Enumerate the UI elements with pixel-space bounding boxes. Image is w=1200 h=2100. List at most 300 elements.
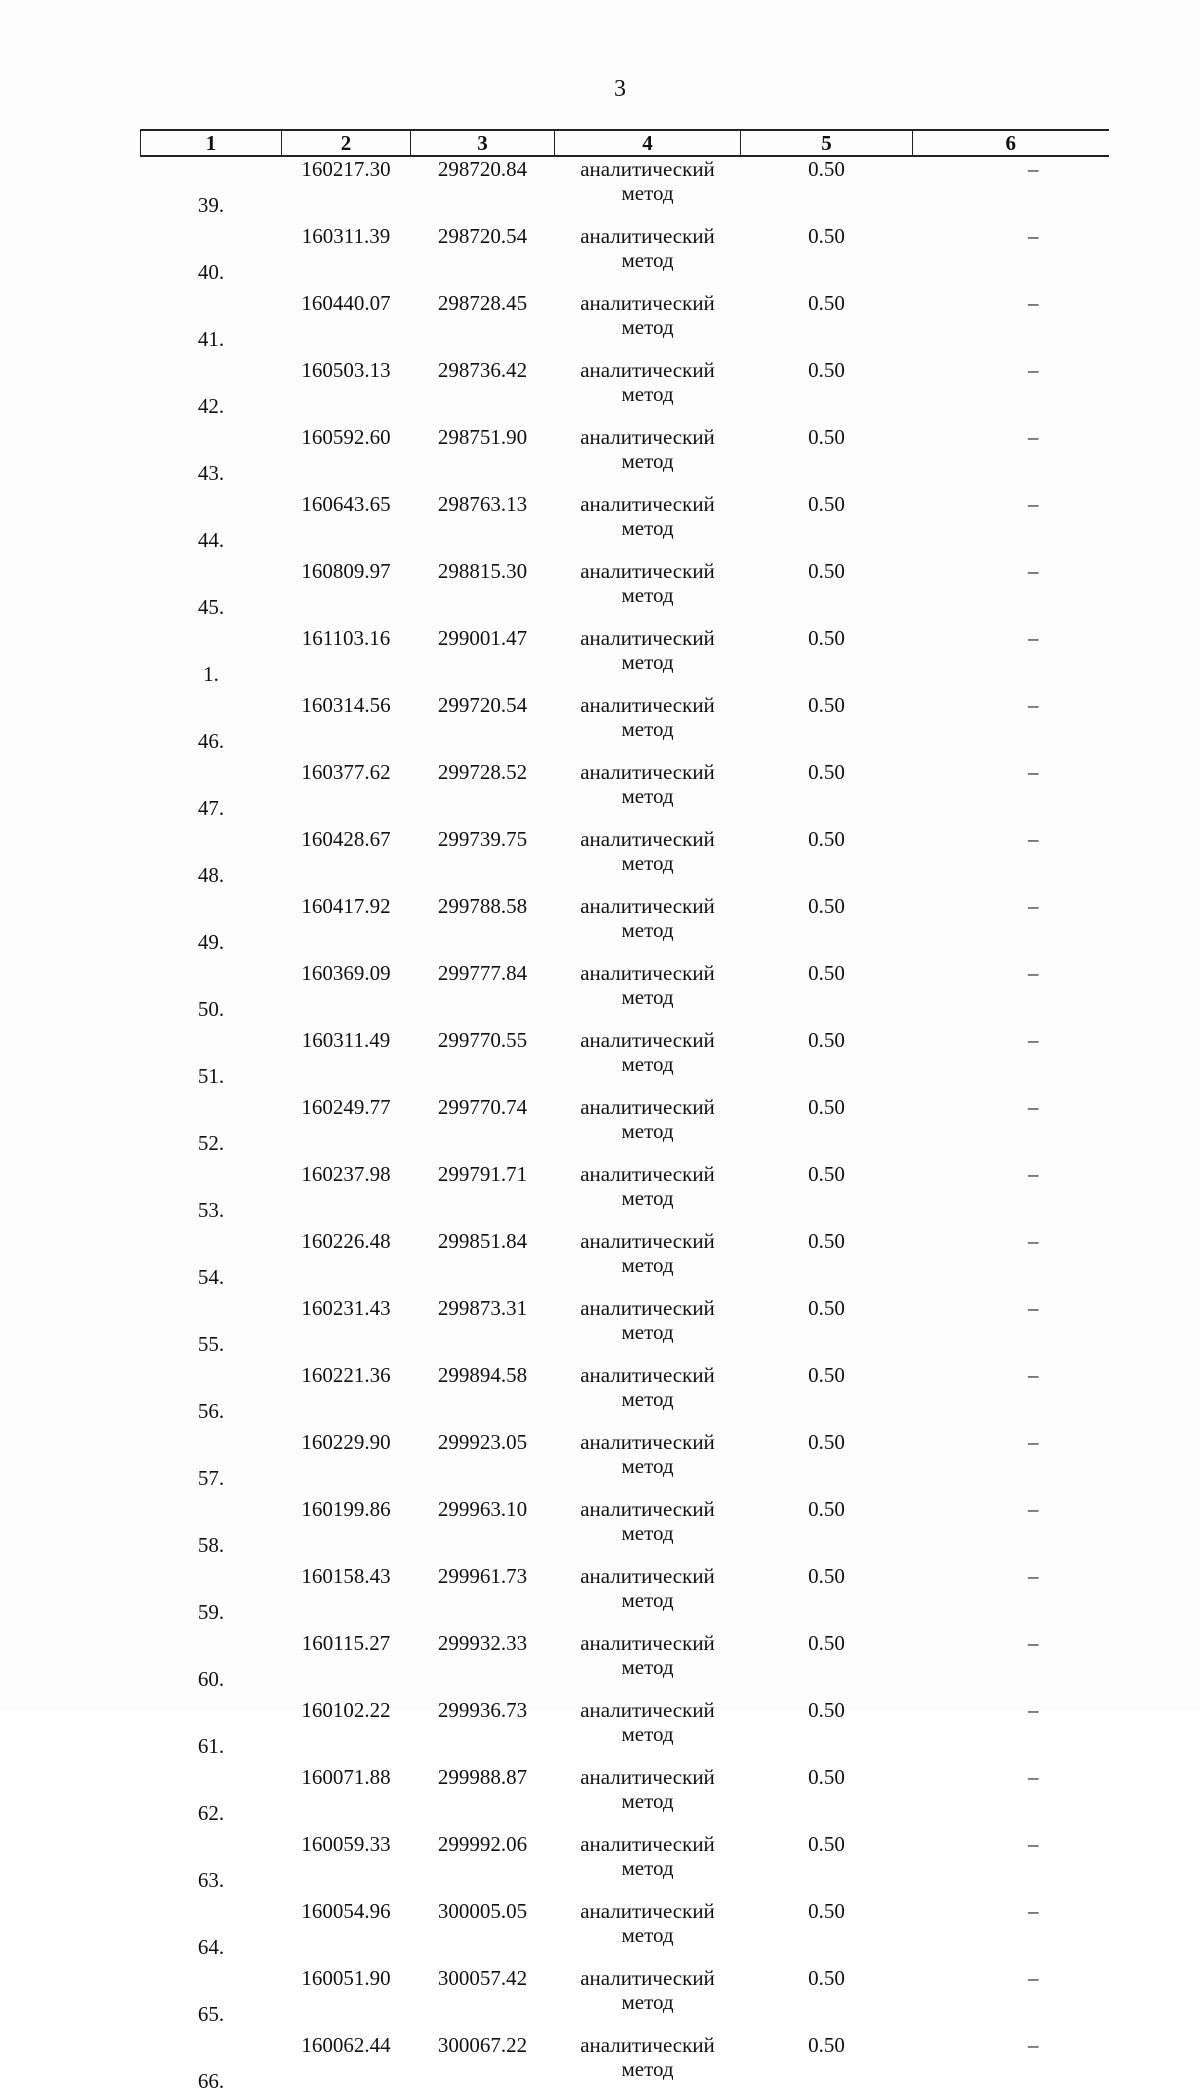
accuracy-value: 0.50 — [808, 760, 845, 784]
description-cell — [913, 1631, 1109, 1698]
accuracy-value: 0.50 — [808, 1631, 845, 1655]
y-coordinate-cell-text: 299728.52 — [437, 760, 528, 784]
description-value: – — [1028, 291, 1039, 315]
y-coordinate-cell-text: 299988.87 — [437, 1765, 528, 1789]
table-row — [141, 1028, 1109, 1095]
method-line-2: метод — [621, 1655, 674, 1679]
method-cell — [555, 1765, 741, 1832]
x-coordinate-cell — [282, 2033, 411, 2100]
point-number-cell-text: 46. — [197, 729, 225, 753]
point-number-cell — [141, 559, 282, 626]
point-number-cell-text: 60. — [197, 1667, 225, 1691]
method-line-1: аналитический — [580, 157, 715, 181]
description-cell — [913, 1229, 1109, 1296]
x-coordinate-cell-text: 160809.97 — [301, 559, 391, 583]
method-line-2: метод — [621, 851, 674, 875]
method-line-2: метод — [621, 717, 674, 741]
y-coordinate-cell-text: 299894.58 — [437, 1363, 528, 1387]
point-number-cell-text: 59. — [197, 1600, 225, 1624]
description-value: – — [1028, 961, 1039, 985]
x-coordinate-cell-text: 160051.90 — [301, 1966, 391, 1990]
table-row — [141, 1296, 1109, 1363]
accuracy-cell — [741, 2033, 913, 2100]
point-number-cell — [141, 425, 282, 492]
accuracy-cell — [741, 425, 913, 492]
method-cell — [555, 224, 741, 291]
point-number-cell — [141, 358, 282, 425]
y-coordinate-cell — [411, 1899, 555, 1966]
method-cell — [555, 1229, 741, 1296]
y-coordinate-cell — [411, 156, 555, 224]
y-coordinate-cell — [411, 492, 555, 559]
description-cell — [913, 827, 1109, 894]
x-coordinate-cell — [282, 693, 411, 760]
point-number-cell — [141, 1028, 282, 1095]
method-line-1: аналитический — [580, 1229, 715, 1253]
method-line-1: аналитический — [580, 827, 715, 851]
description-value: – — [1028, 894, 1039, 918]
header-col-5: 5 — [741, 130, 913, 156]
description-value: – — [1028, 693, 1039, 717]
method-line-2: метод — [621, 1320, 674, 1344]
x-coordinate-cell — [282, 1966, 411, 2033]
y-coordinate-cell-text: 299770.74 — [437, 1095, 528, 1119]
description-cell — [913, 1095, 1109, 1162]
x-coordinate-cell-text: 161103.16 — [301, 626, 391, 650]
method-cell — [555, 1028, 741, 1095]
method-line-2: метод — [621, 1387, 674, 1411]
y-coordinate-cell — [411, 894, 555, 961]
method-cell — [555, 425, 741, 492]
method-line-2: метод — [621, 1923, 674, 1947]
method-cell — [555, 827, 741, 894]
accuracy-value: 0.50 — [808, 1899, 845, 1923]
y-coordinate-cell — [411, 760, 555, 827]
x-coordinate-cell-text: 160417.92 — [301, 894, 391, 918]
description-cell — [913, 693, 1109, 760]
table-row — [141, 425, 1109, 492]
y-coordinate-cell-text: 299923.05 — [437, 1430, 528, 1454]
accuracy-value: 0.50 — [808, 626, 845, 650]
method-line-1: аналитический — [580, 626, 715, 650]
accuracy-value: 0.50 — [808, 894, 845, 918]
accuracy-cell — [741, 1497, 913, 1564]
method-line-2: метод — [621, 1253, 674, 1277]
y-coordinate-cell-text: 299936.73 — [437, 1698, 528, 1722]
table-row — [141, 1899, 1109, 1966]
table-row — [141, 156, 1109, 224]
x-coordinate-cell — [282, 827, 411, 894]
header-row — [141, 130, 1109, 156]
y-coordinate-cell-text: 299963.10 — [437, 1497, 528, 1521]
accuracy-value: 0.50 — [808, 492, 845, 516]
point-number-cell — [141, 626, 282, 693]
description-value: – — [1028, 1430, 1039, 1454]
point-number-cell-text: 49. — [197, 930, 225, 954]
y-coordinate-cell — [411, 827, 555, 894]
y-coordinate-cell-text: 299770.55 — [437, 1028, 528, 1052]
point-number-cell-text: 63. — [197, 1868, 225, 1892]
description-value: – — [1028, 1229, 1039, 1253]
point-number-cell — [141, 1765, 282, 1832]
point-number-cell-text: 40. — [197, 260, 225, 284]
method-line-1: аналитический — [580, 693, 715, 717]
accuracy-value: 0.50 — [808, 1497, 845, 1521]
method-cell — [555, 1832, 741, 1899]
table-row — [141, 626, 1109, 693]
method-cell — [555, 1363, 741, 1430]
table-row — [141, 760, 1109, 827]
y-coordinate-cell — [411, 291, 555, 358]
y-coordinate-cell-text: 298720.84 — [437, 157, 528, 181]
point-number-cell-text: 44. — [197, 528, 225, 552]
method-line-2: метод — [621, 449, 674, 473]
x-coordinate-cell — [282, 1765, 411, 1832]
x-coordinate-cell — [282, 425, 411, 492]
accuracy-value: 0.50 — [808, 1966, 845, 1990]
y-coordinate-cell — [411, 1095, 555, 1162]
x-coordinate-cell-text: 160311.39 — [301, 224, 391, 248]
description-value: – — [1028, 1765, 1039, 1789]
accuracy-value: 0.50 — [808, 1028, 845, 1052]
y-coordinate-cell — [411, 559, 555, 626]
table-header — [141, 130, 1109, 156]
method-line-2: метод — [621, 1454, 674, 1478]
y-coordinate-cell — [411, 1296, 555, 1363]
description-value: – — [1028, 157, 1039, 181]
point-number-cell-text: 61. — [197, 1734, 225, 1758]
description-cell — [913, 358, 1109, 425]
y-coordinate-cell — [411, 626, 555, 693]
point-number-cell — [141, 1497, 282, 1564]
x-coordinate-cell — [282, 291, 411, 358]
accuracy-cell — [741, 358, 913, 425]
method-line-2: метод — [621, 2057, 674, 2081]
accuracy-cell — [741, 1028, 913, 1095]
description-cell — [913, 1899, 1109, 1966]
x-coordinate-cell-text: 160115.27 — [301, 1631, 391, 1655]
y-coordinate-cell — [411, 1229, 555, 1296]
description-value: – — [1028, 559, 1039, 583]
x-coordinate-cell-text: 160199.86 — [301, 1497, 391, 1521]
method-line-1: аналитический — [580, 1765, 715, 1789]
x-coordinate-cell — [282, 559, 411, 626]
table-row — [141, 1363, 1109, 1430]
method-line-1: аналитический — [580, 1698, 715, 1722]
accuracy-cell — [741, 827, 913, 894]
description-value: – — [1028, 1832, 1039, 1856]
description-value: – — [1028, 1631, 1039, 1655]
method-line-1: аналитический — [580, 224, 715, 248]
x-coordinate-cell-text: 160249.77 — [301, 1095, 391, 1119]
method-line-2: метод — [621, 1521, 674, 1545]
y-coordinate-cell-text: 299873.31 — [437, 1296, 528, 1320]
x-coordinate-cell-text: 160059.33 — [301, 1832, 391, 1856]
accuracy-value: 0.50 — [808, 1430, 845, 1454]
description-cell — [913, 1966, 1109, 2033]
x-coordinate-cell — [282, 1899, 411, 1966]
accuracy-cell — [741, 894, 913, 961]
x-coordinate-cell — [282, 894, 411, 961]
description-value: – — [1028, 492, 1039, 516]
point-number-cell-text: 42. — [197, 394, 225, 418]
point-number-cell-text: 39. — [197, 193, 225, 217]
description-cell — [913, 1497, 1109, 1564]
table-row — [141, 1430, 1109, 1497]
accuracy-cell — [741, 626, 913, 693]
y-coordinate-cell — [411, 1564, 555, 1631]
x-coordinate-cell-text: 160503.13 — [301, 358, 391, 382]
table-row — [141, 492, 1109, 559]
x-coordinate-cell — [282, 626, 411, 693]
method-line-1: аналитический — [580, 1095, 715, 1119]
point-number-cell — [141, 1363, 282, 1430]
y-coordinate-cell — [411, 1430, 555, 1497]
method-line-2: метод — [621, 1722, 674, 1746]
point-number-cell — [141, 1162, 282, 1229]
y-coordinate-cell-text: 298763.13 — [437, 492, 528, 516]
method-line-2: метод — [621, 382, 674, 406]
method-cell — [555, 894, 741, 961]
method-line-2: метод — [621, 1990, 674, 2014]
method-line-2: метод — [621, 248, 674, 272]
accuracy-value: 0.50 — [808, 827, 845, 851]
accuracy-value: 0.50 — [808, 157, 845, 181]
accuracy-cell — [741, 1430, 913, 1497]
table-row — [141, 291, 1109, 358]
description-cell — [913, 1296, 1109, 1363]
accuracy-value: 0.50 — [808, 1296, 845, 1320]
table-row — [141, 1497, 1109, 1564]
method-line-2: метод — [621, 784, 674, 808]
page-number: 3 — [614, 76, 626, 102]
accuracy-cell — [741, 1765, 913, 1832]
description-value: – — [1028, 358, 1039, 382]
method-line-2: метод — [621, 1052, 674, 1076]
header-col-1: 1 — [141, 130, 282, 156]
point-number-cell — [141, 156, 282, 224]
y-coordinate-cell — [411, 1028, 555, 1095]
x-coordinate-cell — [282, 1698, 411, 1765]
x-coordinate-cell-text: 160226.48 — [301, 1229, 391, 1253]
accuracy-cell — [741, 1363, 913, 1430]
table-row — [141, 358, 1109, 425]
x-coordinate-cell — [282, 1430, 411, 1497]
x-coordinate-cell — [282, 156, 411, 224]
accuracy-cell — [741, 1966, 913, 2033]
method-line-1: аналитический — [580, 1296, 715, 1320]
x-coordinate-cell — [282, 1497, 411, 1564]
accuracy-cell — [741, 291, 913, 358]
method-line-2: метод — [621, 516, 674, 540]
y-coordinate-cell-text: 299788.58 — [437, 894, 528, 918]
accuracy-cell — [741, 224, 913, 291]
accuracy-value: 0.50 — [808, 358, 845, 382]
x-coordinate-cell — [282, 1296, 411, 1363]
accuracy-cell — [741, 961, 913, 1028]
y-coordinate-cell — [411, 693, 555, 760]
description-value: – — [1028, 1028, 1039, 1052]
table-row — [141, 894, 1109, 961]
method-cell — [555, 291, 741, 358]
method-cell — [555, 1631, 741, 1698]
accuracy-value: 0.50 — [808, 1162, 845, 1186]
accuracy-cell — [741, 1162, 913, 1229]
method-line-1: аналитический — [580, 961, 715, 985]
x-coordinate-cell — [282, 1363, 411, 1430]
method-line-1: аналитический — [580, 1899, 715, 1923]
description-cell — [913, 626, 1109, 693]
description-cell — [913, 425, 1109, 492]
accuracy-cell — [741, 1631, 913, 1698]
description-value: – — [1028, 1497, 1039, 1521]
description-cell — [913, 1363, 1109, 1430]
description-cell — [913, 291, 1109, 358]
y-coordinate-cell — [411, 961, 555, 1028]
accuracy-value: 0.50 — [808, 291, 845, 315]
header-col-4: 4 — [555, 130, 741, 156]
description-cell — [913, 1028, 1109, 1095]
method-line-2: метод — [621, 650, 674, 674]
accuracy-value: 0.50 — [808, 961, 845, 985]
description-value: – — [1028, 760, 1039, 784]
point-number-cell-text: 41. — [197, 327, 225, 351]
method-line-1: аналитический — [580, 2033, 715, 2057]
point-number-cell-text: 45. — [197, 595, 225, 619]
point-number-cell — [141, 1832, 282, 1899]
method-line-1: аналитический — [580, 291, 715, 315]
x-coordinate-cell — [282, 961, 411, 1028]
table-row — [141, 1631, 1109, 1698]
x-coordinate-cell — [282, 760, 411, 827]
table-row — [141, 693, 1109, 760]
table-row — [141, 1564, 1109, 1631]
point-number-cell — [141, 1430, 282, 1497]
x-coordinate-cell — [282, 1095, 411, 1162]
point-number-cell — [141, 1229, 282, 1296]
accuracy-value: 0.50 — [808, 1564, 845, 1588]
method-line-1: аналитический — [580, 1966, 715, 1990]
point-number-cell — [141, 894, 282, 961]
method-cell — [555, 1296, 741, 1363]
description-value: – — [1028, 626, 1039, 650]
accuracy-value: 0.50 — [808, 1363, 845, 1387]
y-coordinate-cell — [411, 1631, 555, 1698]
method-cell — [555, 1430, 741, 1497]
description-cell — [913, 1832, 1109, 1899]
method-line-2: метод — [621, 1789, 674, 1813]
coordinates-table — [140, 129, 1109, 2100]
x-coordinate-cell-text: 160231.43 — [301, 1296, 391, 1320]
x-coordinate-cell-text: 160377.62 — [301, 760, 391, 784]
description-cell — [913, 559, 1109, 626]
point-number-cell — [141, 1631, 282, 1698]
description-cell — [913, 961, 1109, 1028]
table-row — [141, 2033, 1109, 2100]
y-coordinate-cell-text: 298720.54 — [437, 224, 528, 248]
description-value: – — [1028, 827, 1039, 851]
accuracy-cell — [741, 1698, 913, 1765]
method-line-1: аналитический — [580, 1564, 715, 1588]
description-value: – — [1028, 1363, 1039, 1387]
point-number-cell-text: 43. — [197, 461, 225, 485]
method-line-1: аналитический — [580, 1430, 715, 1454]
table-row — [141, 961, 1109, 1028]
point-number-cell — [141, 827, 282, 894]
accuracy-cell — [741, 760, 913, 827]
y-coordinate-cell-text: 300057.42 — [437, 1966, 528, 1990]
description-cell — [913, 1564, 1109, 1631]
description-cell — [913, 156, 1109, 224]
point-number-cell — [141, 1296, 282, 1363]
method-cell — [555, 1497, 741, 1564]
table-row — [141, 1765, 1109, 1832]
x-coordinate-cell — [282, 358, 411, 425]
method-cell — [555, 961, 741, 1028]
x-coordinate-cell-text: 160369.09 — [301, 961, 391, 985]
y-coordinate-cell-text: 298815.30 — [437, 559, 528, 583]
y-coordinate-cell-text: 300067.22 — [437, 2033, 528, 2057]
point-number-cell — [141, 224, 282, 291]
point-number-cell-text: 56. — [197, 1399, 225, 1423]
description-cell — [913, 894, 1109, 961]
description-cell — [913, 1765, 1109, 1832]
table-body — [141, 156, 1109, 2100]
x-coordinate-cell-text: 160062.44 — [301, 2033, 391, 2057]
method-line-2: метод — [621, 1856, 674, 1880]
point-number-cell-text: 55. — [197, 1332, 225, 1356]
point-number-cell — [141, 1095, 282, 1162]
point-number-cell-text: 52. — [197, 1131, 225, 1155]
x-coordinate-cell — [282, 1631, 411, 1698]
y-coordinate-cell — [411, 1497, 555, 1564]
y-coordinate-cell-text: 299961.73 — [437, 1564, 528, 1588]
y-coordinate-cell — [411, 1832, 555, 1899]
table-row — [141, 224, 1109, 291]
table-row — [141, 1162, 1109, 1229]
method-cell — [555, 358, 741, 425]
description-value: – — [1028, 1095, 1039, 1119]
x-coordinate-cell-text: 160071.88 — [301, 1765, 391, 1789]
point-number-cell-text: 62. — [197, 1801, 225, 1825]
accuracy-value: 0.50 — [808, 559, 845, 583]
y-coordinate-cell-text: 299777.84 — [437, 961, 528, 985]
table-row — [141, 1832, 1109, 1899]
method-line-1: аналитический — [580, 492, 715, 516]
y-coordinate-cell-text: 298728.45 — [437, 291, 528, 315]
y-coordinate-cell-text: 300005.05 — [437, 1899, 528, 1923]
x-coordinate-cell-text: 160428.67 — [301, 827, 391, 851]
accuracy-value: 0.50 — [808, 1229, 845, 1253]
point-number-cell — [141, 492, 282, 559]
method-line-2: метод — [621, 1186, 674, 1210]
method-line-2: метод — [621, 1119, 674, 1143]
method-line-1: аналитический — [580, 894, 715, 918]
point-number-cell-text: 53. — [197, 1198, 225, 1222]
point-number-cell-text: 1. — [203, 662, 219, 686]
method-cell — [555, 693, 741, 760]
method-cell — [555, 760, 741, 827]
accuracy-value: 0.50 — [808, 425, 845, 449]
point-number-cell-text: 58. — [197, 1533, 225, 1557]
accuracy-cell — [741, 492, 913, 559]
method-line-2: метод — [621, 181, 674, 205]
point-number-cell — [141, 1966, 282, 2033]
accuracy-value: 0.50 — [808, 693, 845, 717]
x-coordinate-cell — [282, 1564, 411, 1631]
method-line-2: метод — [621, 918, 674, 942]
y-coordinate-cell-text: 299932.33 — [437, 1631, 528, 1655]
